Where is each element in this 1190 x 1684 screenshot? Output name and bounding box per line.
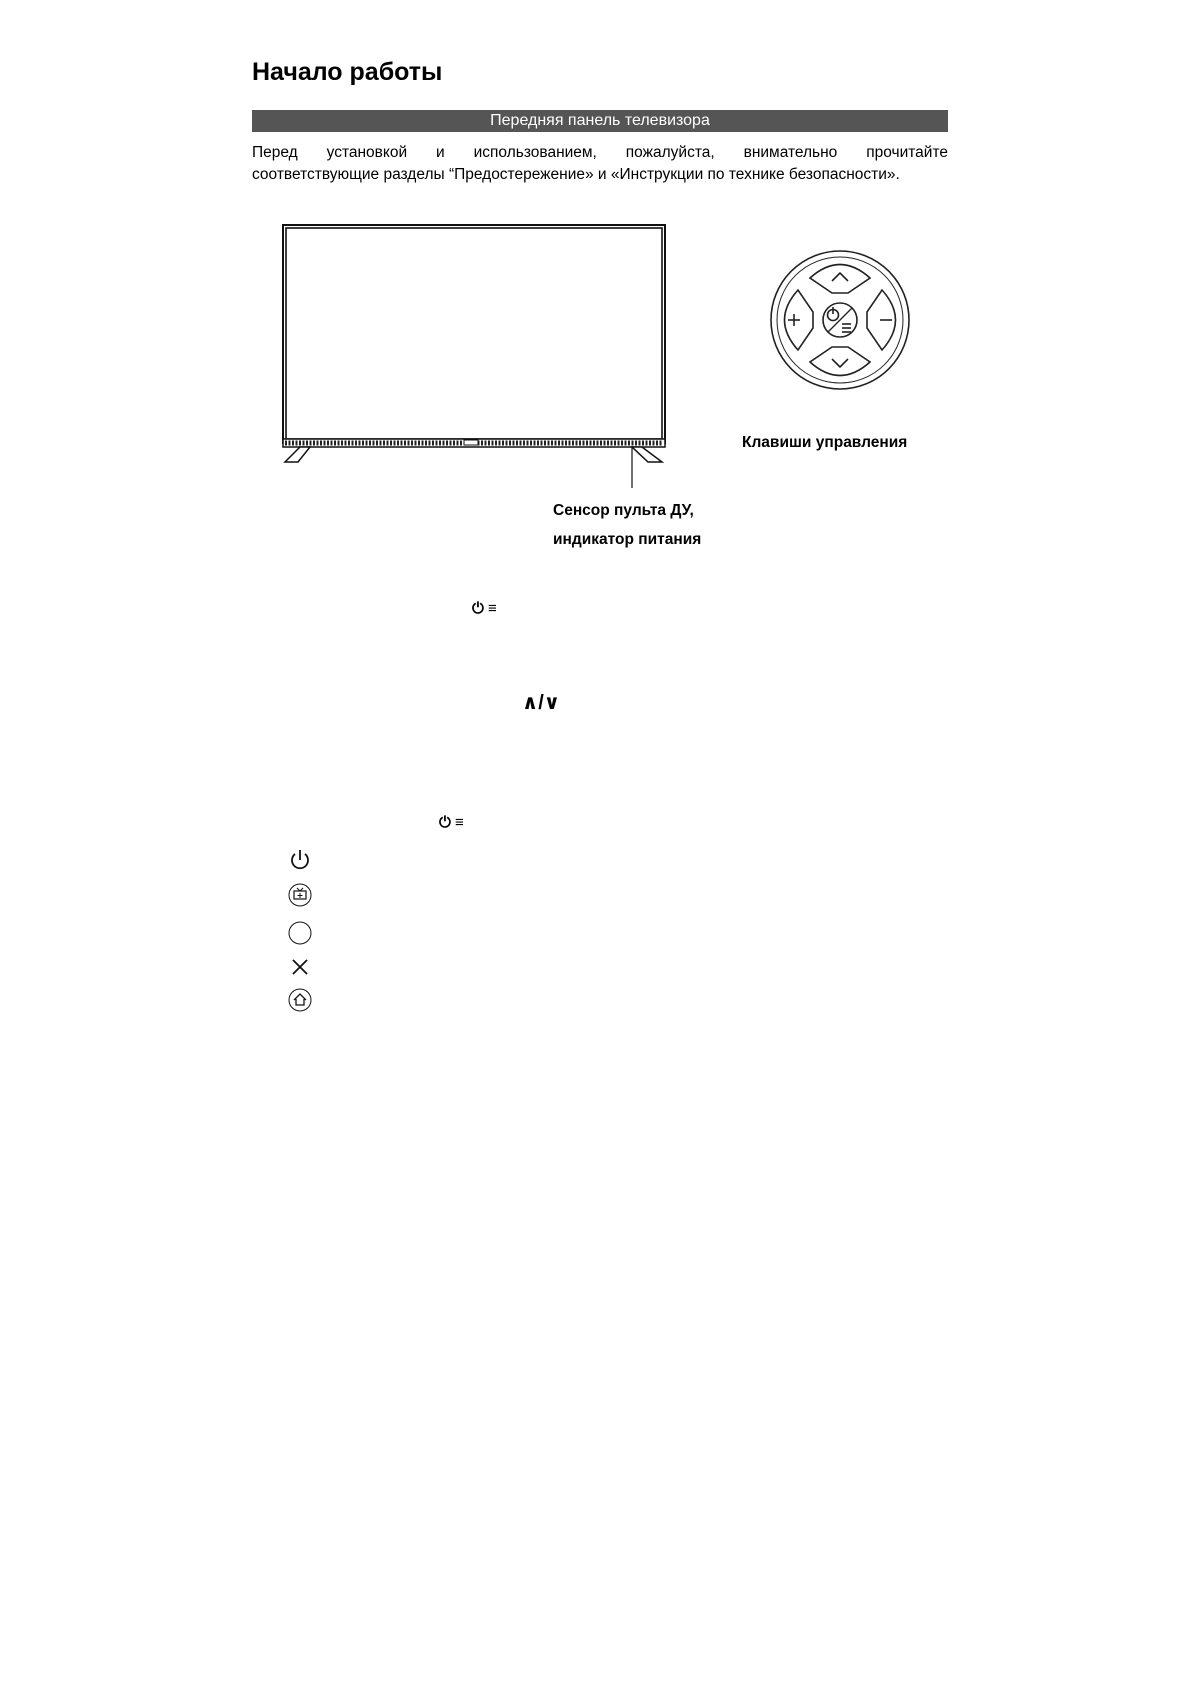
control-keys-diagram: [768, 248, 912, 392]
intro-paragraph: [252, 142, 948, 186]
remote-sensor-label-line2: индикатор питания: [553, 531, 702, 548]
power-menu-symbol: ⏻ ≡: [472, 600, 497, 617]
remote-sensor-label: [553, 496, 701, 554]
up-down-symbol: ∧/∨: [522, 692, 561, 714]
intro-line-1: Перед установкой и использованием, пожалуйста, внимательно прочитайте: [252, 144, 948, 161]
page-title: Начало работы: [252, 58, 443, 86]
tv-logo-area: [464, 440, 478, 445]
input-source-icon: [288, 883, 312, 907]
tv-right-foot: [632, 447, 662, 462]
power-menu-key: [823, 303, 857, 337]
tv-left-foot: [285, 447, 310, 462]
tv-outer-frame: [283, 225, 665, 443]
home-icon: [288, 988, 312, 1012]
control-keys-label: Клавиши управления: [742, 434, 908, 451]
remote-sensor-label-line1: Сенсор пульта ДУ,: [553, 502, 694, 519]
power-icon: [288, 848, 312, 872]
section-header: Передняя панель телевизора: [252, 110, 948, 132]
close-icon: [288, 955, 312, 979]
tv-screen: [286, 228, 662, 439]
intro-line-2: соответствующие разделы “Предостережение» и «Инструкции по технике безопасности».: [252, 166, 900, 183]
tv-front-diagram: [280, 220, 670, 490]
circle-icon: [288, 921, 312, 945]
power-menu-symbol-2: ⏻ ≡: [439, 814, 464, 831]
